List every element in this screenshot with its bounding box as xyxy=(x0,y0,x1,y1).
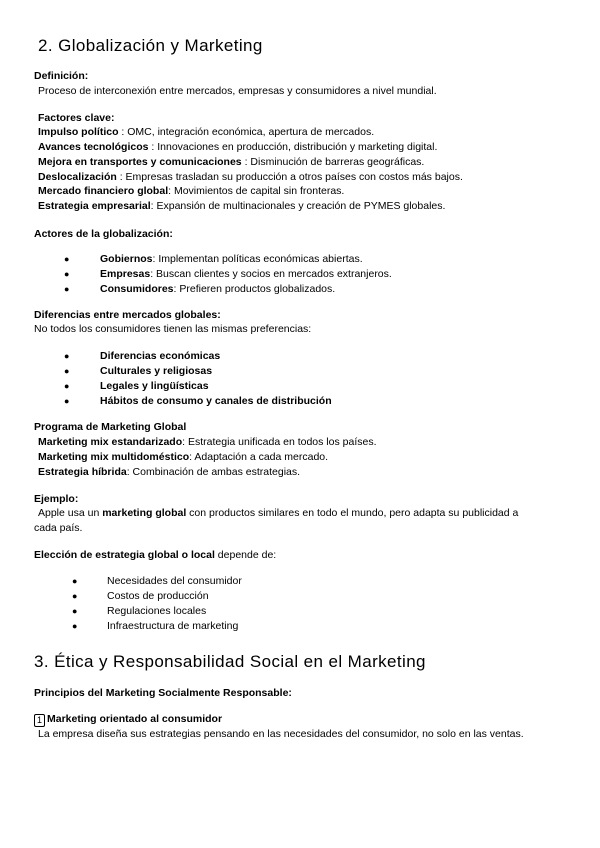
number-one-icon: 1 xyxy=(34,714,45,727)
principio-1-title: 1 Marketing orientado al consumidor xyxy=(34,712,222,727)
definicion-text: Proceso de interconexión entre mercados, empresas y consumidores a nivel mundial. xyxy=(38,85,437,97)
diferencia-item: Culturales y religiosas xyxy=(100,365,213,377)
bullet-icon: ● xyxy=(72,591,78,601)
principios-label: Principios del Marketing Socialmente Responsable: xyxy=(34,687,292,699)
bullet-icon: ● xyxy=(64,284,70,294)
actores-label: Actores de la globalización: xyxy=(34,228,173,240)
eleccion-item: Costos de producción xyxy=(107,590,209,602)
factor-item: Mercado financiero global: Movimientos de capital sin fronteras. xyxy=(38,185,345,197)
eleccion-item: Infraestructura de marketing xyxy=(107,620,239,632)
factores-label: Factores clave: xyxy=(38,112,115,124)
programa-item: Estrategia híbrida: Combinación de ambas estrategias. xyxy=(38,466,301,478)
bullet-icon: ● xyxy=(64,269,70,279)
eleccion-text: Elección de estrategia global o local depende de: xyxy=(34,549,277,561)
bullet-icon: ● xyxy=(72,621,78,631)
factor-item: Estrategia empresarial: Expansión de multinacionales y creación de PYMES globales. xyxy=(38,200,446,212)
section-3-title: 3. Ética y Responsabilidad Social en el Marketing xyxy=(34,652,426,671)
programa-label: Programa de Marketing Global xyxy=(34,421,187,433)
section-2-title: 2. Globalización y Marketing xyxy=(38,36,263,55)
bullet-icon: ● xyxy=(64,366,70,376)
bullet-icon: ● xyxy=(64,381,70,391)
bullet-icon: ● xyxy=(64,396,70,406)
factor-item: Deslocalización : Empresas trasladan su producción a otros países con costos más bajos. xyxy=(38,171,463,183)
actor-item: Gobiernos: Implementan políticas económicas abiertas. xyxy=(100,253,363,265)
factor-item: Impulso político : OMC, integración económica, apertura de mercados. xyxy=(38,126,375,138)
diferencia-item: Hábitos de consumo y canales de distribución xyxy=(100,395,332,407)
diferencia-item: Diferencias económicas xyxy=(100,350,221,362)
eleccion-item: Necesidades del consumidor xyxy=(107,575,242,587)
bullet-icon: ● xyxy=(72,606,78,616)
diferencias-intro: No todos los consumidores tienen las mismas preferencias: xyxy=(34,323,312,335)
principio-1-text: La empresa diseña sus estrategias pensando en las necesidades del consumidor, no solo en las ventas. xyxy=(38,728,524,740)
ejemplo-text: Apple usa un marketing global con productos similares en todo el mundo, pero adapta su publicidad a cada país. xyxy=(34,507,519,534)
bullet-icon: ● xyxy=(64,351,70,361)
bullet-icon: ● xyxy=(72,576,78,586)
ejemplo-label: Ejemplo: xyxy=(34,493,79,505)
actor-item: Consumidores: Prefieren productos globalizados. xyxy=(100,283,336,295)
diferencia-item: Legales y lingüísticas xyxy=(100,380,209,392)
definicion-label: Definición: xyxy=(34,70,89,82)
diferencias-label: Diferencias entre mercados globales: xyxy=(34,309,221,321)
bullet-icon: ● xyxy=(64,254,70,264)
programa-item: Marketing mix multidoméstico: Adaptación a cada mercado. xyxy=(38,451,329,463)
actor-item: Empresas: Buscan clientes y socios en mercados extranjeros. xyxy=(100,268,392,280)
factor-item: Mejora en transportes y comunicaciones : Disminución de barreras geográficas. xyxy=(38,156,425,168)
programa-item: Marketing mix estandarizado: Estrategia unificada en todos los países. xyxy=(38,436,377,448)
factor-item: Avances tecnológicos : Innovaciones en producción, distribución y marketing digital. xyxy=(38,141,438,153)
eleccion-item: Regulaciones locales xyxy=(107,605,207,617)
